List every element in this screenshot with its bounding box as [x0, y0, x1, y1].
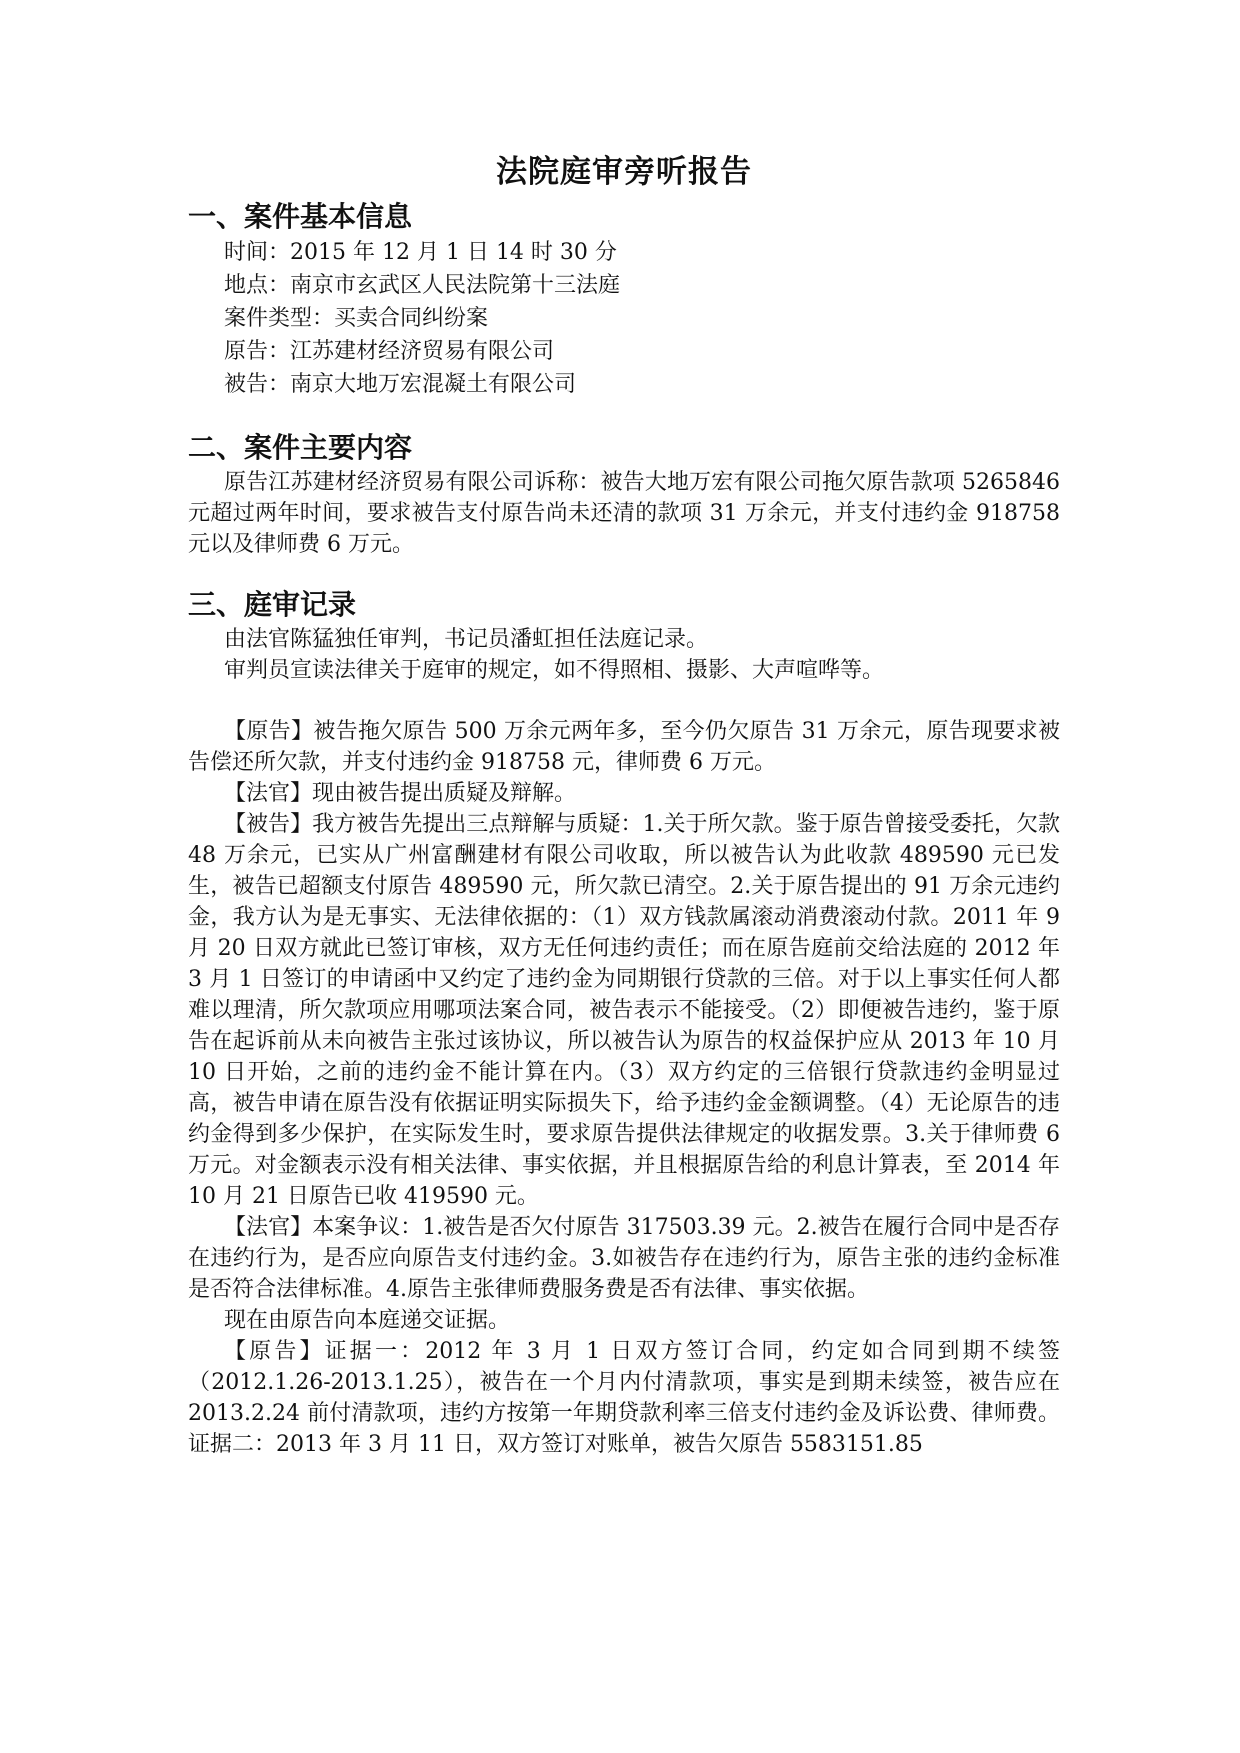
section-heading-main-content: 二、案件主要内容: [188, 431, 413, 464]
spacer: [188, 686, 1060, 716]
case-location: 地点：南京市玄武区人民法院第十三法庭: [224, 273, 621, 298]
section-heading-trial-record: 三、庭审记录: [188, 588, 357, 621]
record-plaintiff-statement: 【原告】被告拖欠原告 500 万余元两年多，至今仍欠原告 31 万余元，原告现要求被告偿还所欠款，并支付违约金 918758 元，律师费 6 万元。: [188, 719, 1060, 775]
section-heading-basic-info: 一、案件基本信息: [188, 200, 413, 233]
spacer: [188, 401, 1060, 429]
record-plaintiff-evidence: 【原告】证据一：2012 年 3 月 1 日双方签订合同，约定如合同到期不续签（2012.1.26-2013.1.25），被告在一个月内付清款项，事实是到期未续签，被告应在 2013.2.24 前付清款项，违约方按第一年期贷款利率三倍支付违约金及诉讼费、律师费。证据二：2013 年 3 月 11 日，双方签订对账单，被告欠原告 5583151.85: [188, 1339, 1060, 1457]
case-summary-paragraph: 原告江苏建材经济贸易有限公司诉称：被告大地万宏有限公司拖欠原告款项 5265846 元超过两年时间，要求被告支付原告尚未还清的款项 31 万余元，并支付违约金 918758 元以及律师费 6 万元。: [188, 470, 1060, 557]
document-title: 法院庭审旁听报告: [496, 154, 752, 190]
case-info-block: [188, 236, 1060, 401]
record-evidence-intro: 现在由原告向本庭递交证据。: [224, 1308, 511, 1333]
case-defendant: 被告：南京大地万宏混凝土有限公司: [224, 372, 577, 397]
case-type: 案件类型：买卖合同纠纷案: [224, 306, 489, 331]
record-judge-statement: 【法官】现由被告提出质疑及辩解。: [224, 781, 577, 806]
trial-intro-line: 审判员宣读法律关于庭审的规定，如不得照相、摄影、大声喧哗等。: [224, 658, 885, 683]
document-page: [188, 150, 1060, 1460]
record-defendant-statement: 【被告】我方被告先提出三点辩解与质疑：1.关于所欠款。鉴于原告曾接受委托，欠款 48 万余元，已实从广州富酬建材有限公司收取，所以被告认为此收款 489590 元已发生，被告已超额支付原告 489590 元，所欠款已清空。2.关于原告提出的 91 万余元违约金，我方认为是无事实、无法律依据的：（1）双方钱款属滚动消费滚动付款。2011 年 9 月 20 日双方就此已签订审核，双方无任何违约责任；而在原告庭前交给法庭的 2012 年 3 月 1 日签订的申请函中又约定了违约金为同期银行贷款的三倍。对于以上事实任何人都难以理清，所欠款项应用哪项法案合同，被告表示不能接受。（2）即便被告违约，鉴于原告在起诉前从未向被告主张过该协议，所以被告认为原告的权益保护应从 2013 年 10 月 10 日开始，之前的违约金不能计算在内。（3）双方约定的三倍银行贷款违约金明显过高，被告申请在原告没有依据证明实际损失下，给予违约金金额调整。（4）无论原告的违约金得到多少保护，在实际发生时，要求原告提供法律规定的收据发票。3.关于律师费 6 万元。对金额表示没有相关法律、事实依据，并且根据原告给的利息计算表，至 2014 年 10 月 21 日原告已收 419590 元。: [188, 812, 1060, 1209]
trial-intro-line: 由法官陈猛独任审判，书记员潘虹担任法庭记录。: [224, 627, 709, 652]
case-plaintiff: 原告：江苏建材经济贸易有限公司: [224, 339, 555, 364]
spacer: [188, 560, 1060, 586]
case-time: 时间：2015 年 12 月 1 日 14 时 30 分: [224, 240, 617, 265]
record-judge-issues: 【法官】本案争议：1.被告是否欠付原告 317503.39 元。2.被告在履行合同中是否存在违约行为，是否应向原告支付违约金。3.如被告存在违约行为，原告主张的违约金标准是否符合法律标准。4.原告主张律师费服务费是否有法律、事实依据。: [188, 1215, 1060, 1302]
